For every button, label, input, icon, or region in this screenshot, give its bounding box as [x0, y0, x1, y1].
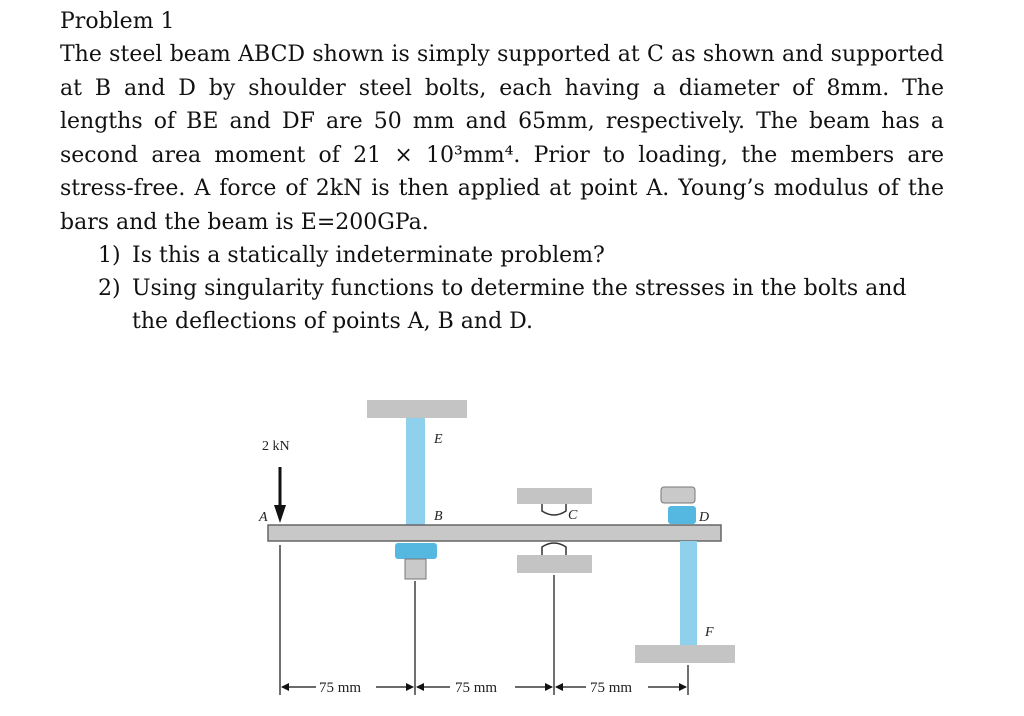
support-c-bottom [517, 555, 592, 573]
support-c-top [517, 488, 592, 504]
problem-title: Problem 1 [60, 9, 175, 34]
support-c-pin-top [542, 504, 566, 515]
force-label: 2 kN [262, 439, 290, 454]
question-text: Using singularity functions to determine the stresses in the bolts and the deflections of points A, B and D. [132, 276, 907, 334]
dim-cd-arrow-left [555, 683, 563, 691]
support-c-pin-bottom [542, 543, 566, 555]
force-arrow-head [274, 505, 286, 523]
question-number: 1) [98, 243, 121, 268]
problem-text [60, 6, 944, 338]
dim-bc-arrow-left [416, 683, 424, 691]
bolt-b-thread [405, 559, 426, 579]
beam-abcd [268, 525, 721, 541]
dim-ab-arrow-left [281, 683, 289, 691]
bolt-d-thread [661, 487, 695, 503]
dim-cd-label: 75 mm [590, 680, 633, 696]
dim-ab-label: 75 mm [319, 680, 362, 696]
dim-bc-arrow-right [545, 683, 553, 691]
dim-bc-label: 75 mm [455, 680, 498, 696]
label-c: C [568, 508, 578, 523]
bolt-b-nut [395, 543, 437, 559]
bolt-df [680, 541, 697, 645]
label-e: E [434, 432, 443, 447]
label-d: D [699, 510, 710, 525]
question-item [60, 272, 944, 338]
dim-cd-arrow-right [679, 683, 687, 691]
question-number: 2) [98, 276, 121, 301]
question-text: Is this a statically indeterminate problem? [132, 243, 605, 268]
bolt-d-nut [668, 506, 696, 524]
support-f [635, 645, 735, 663]
problem-statement: The steel beam ABCD shown is simply supported at C as shown and supported at B and D by shoulder steel bolts, each having a diameter of 8mm. The lengths of BE and DF are 50 mm and 65mm, respectively. The beam has a second area moment of 21 × 10³mm⁴. Prior to loading, the members are stress-free. A force of 2kN is then applied at point A. Young’s modulus of the bars and the beam is E=200GPa. [60, 42, 944, 235]
question-item [60, 239, 944, 272]
dim-ab-arrow-right [406, 683, 414, 691]
label-a: A [259, 510, 268, 525]
bolt-be [406, 418, 425, 539]
label-b: B [434, 509, 443, 524]
label-f: F [705, 625, 714, 640]
support-e [367, 400, 467, 418]
question-list [60, 239, 944, 338]
beam-figure [250, 395, 750, 700]
